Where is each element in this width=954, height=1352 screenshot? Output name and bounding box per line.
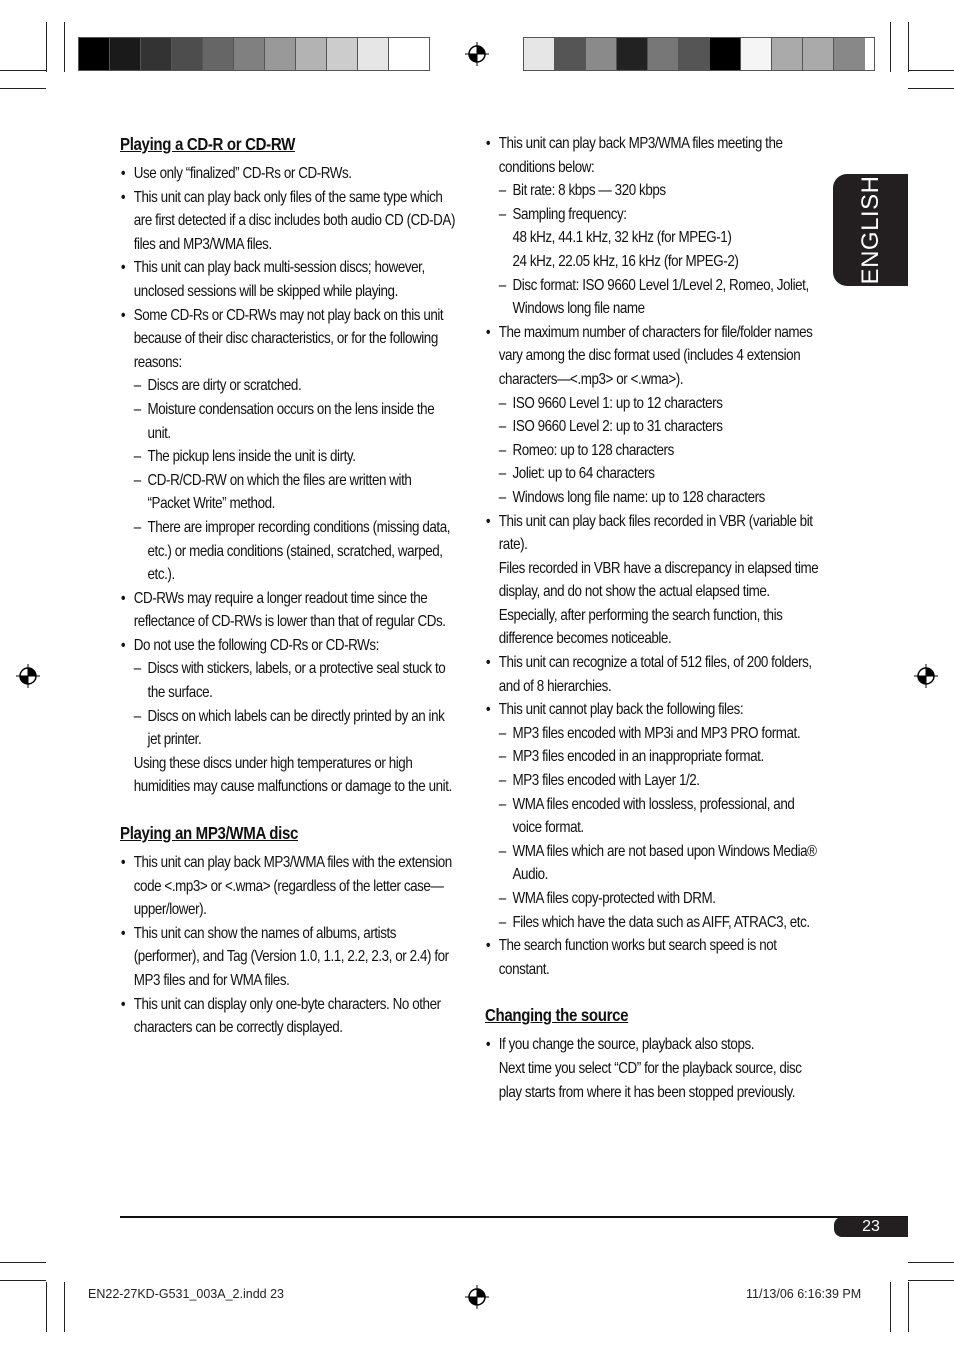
- swatch: [617, 38, 648, 70]
- sub-list-item: – Bit rate: 8 kbps — 320 kbps: [485, 179, 825, 203]
- sub-list-item: – Discs are dirty or scratched.: [120, 374, 455, 398]
- sub-list-item: – Disc format: ISO 9660 Level 1/Level 2, Romeo, Joliet, Windows long file name: [485, 274, 825, 321]
- sub-list-item: – Romeo: up to 128 characters: [485, 439, 825, 463]
- sub-list-item: – Discs on which labels can be directly printed by an ink jet printer.: [120, 705, 455, 752]
- swatch: [79, 38, 110, 70]
- crop-mark: [908, 1282, 909, 1332]
- crop-mark: [0, 70, 46, 71]
- list-item: • CD-RWs may require a longer readout time since the reflectance of CD-RWs is lower than that of regular CDs.: [120, 587, 455, 634]
- swatch: [172, 38, 203, 70]
- sub-list-item: – Joliet: up to 64 characters: [485, 462, 825, 486]
- list-note: Using these discs under high temperatures or high humidities may cause malfunctions or damage to the unit.: [133, 754, 452, 796]
- crop-mark: [908, 70, 954, 71]
- section-title-cd-r: Playing a CD-R or CD-RW: [120, 134, 295, 154]
- swatch: [389, 38, 420, 70]
- crop-mark: [46, 22, 47, 72]
- sub-list-line: 24 kHz, 22.05 kHz, 16 kHz (for MPEG-2): [512, 252, 739, 270]
- crop-mark: [908, 1262, 954, 1263]
- sub-list-item: – CD-R/CD-RW on which the files are written with “Packet Write” method.: [120, 469, 455, 516]
- swatch: [834, 38, 865, 70]
- swatch: [648, 38, 679, 70]
- spacer: [120, 799, 455, 821]
- list-item: • Do not use the following CD-Rs or CD-RWs:: [120, 634, 455, 658]
- sub-list-item: – Sampling frequency:: [485, 203, 825, 227]
- swatch: [586, 38, 617, 70]
- crop-mark: [64, 22, 65, 72]
- crop-mark: [908, 22, 909, 72]
- swatch: [710, 38, 741, 70]
- list-item: • This unit can recognize a total of 512 files, of 200 folders, and of 8 hierarchies.: [485, 651, 825, 698]
- list-item: • If you change the source, playback also stops.: [485, 1033, 825, 1057]
- swatch: [803, 38, 834, 70]
- crop-mark: [908, 1280, 954, 1281]
- crop-mark: [46, 1282, 47, 1332]
- swatch: [203, 38, 234, 70]
- crop-mark: [0, 88, 46, 89]
- list-item: • This unit cannot play back the following files:: [485, 698, 825, 722]
- crop-mark: [64, 1282, 65, 1332]
- swatch: [772, 38, 803, 70]
- list-item: • The maximum number of characters for file/folder names vary among the disc format used (includes 4 extension characters—<.mp3> or <.wma>).: [485, 321, 825, 392]
- slug-file-info: EN22-27KD-G531_003A_2.indd 23: [88, 1287, 284, 1301]
- list-item: • This unit can play back MP3/WMA files with the extension code <.mp3> or <.wma> (regardless of the letter case—upper/lower).: [120, 851, 455, 922]
- cd-r-list: [120, 162, 455, 799]
- registration-mark-icon: [16, 664, 40, 688]
- list-item: • This unit can display only one-byte characters. No other characters can be correctly displayed.: [120, 993, 455, 1040]
- swatch: [327, 38, 358, 70]
- sub-list-item: – Files which have the data such as AIFF, ATRAC3, etc.: [485, 911, 825, 935]
- language-tab-label: ENGLISH: [856, 175, 884, 285]
- sub-list-item: – There are improper recording conditions (missing data, etc.) or media conditions (stained, scratched, warped, etc.).: [120, 516, 455, 587]
- section-title-mp3-wma: Playing an MP3/WMA disc: [120, 823, 299, 844]
- swatch: [679, 38, 710, 70]
- section-title-changing-source: Changing the source: [485, 1005, 629, 1026]
- page-number: 23: [834, 1217, 908, 1237]
- language-tab: [833, 174, 908, 286]
- crop-mark: [908, 88, 954, 89]
- swatch: [358, 38, 389, 70]
- sub-list-item: – Moisture condensation occurs on the lens inside the unit.: [120, 398, 455, 445]
- left-column: [120, 132, 455, 1040]
- swatch: [265, 38, 296, 70]
- sub-list-item: – WMA files copy-protected with DRM.: [485, 887, 825, 911]
- list-item: • This unit can play back MP3/WMA files meeting the conditions below:: [485, 132, 825, 179]
- swatch: [296, 38, 327, 70]
- sub-list-item: – MP3 files encoded in an inappropriate format.: [485, 745, 825, 769]
- list-item: • Use only “finalized” CD-Rs or CD-RWs.: [120, 162, 455, 186]
- swatch: [524, 38, 555, 70]
- list-item: • This unit can play back files recorded in VBR (variable bit rate).: [485, 510, 825, 557]
- mp3-wma-conditions-list: [485, 132, 825, 981]
- swatch: [741, 38, 772, 70]
- registration-mark-icon: [465, 1285, 489, 1309]
- sub-list-item: – ISO 9660 Level 1: up to 12 characters: [485, 392, 825, 416]
- crop-mark: [890, 22, 891, 72]
- list-item: • This unit can show the names of albums, artists (performer), and Tag (Version 1.0, 1.1, 2.2, 2.3, or 2.4) for MP3 files and for WMA files.: [120, 922, 455, 993]
- sub-list-item: – Windows long file name: up to 128 characters: [485, 486, 825, 510]
- registration-mark-icon: [465, 42, 489, 66]
- swatch: [555, 38, 586, 70]
- footer-rule: [120, 1216, 908, 1218]
- list-item: • The search function works but search speed is not constant.: [485, 934, 825, 981]
- crop-mark: [0, 1280, 46, 1281]
- list-item: • This unit can play back multi-session discs; however, unclosed sessions will be skipped while playing.: [120, 256, 455, 303]
- registration-mark-icon: [914, 664, 938, 688]
- list-note: Files recorded in VBR have a discrepancy in elapsed time display, and do not show the actual elapsed time. Especially, after performing the search function, this difference becomes noticeable.: [498, 559, 819, 648]
- color-bar-left: [78, 37, 430, 71]
- crop-mark: [0, 1262, 46, 1263]
- swatch: [234, 38, 265, 70]
- sub-list-item: – MP3 files encoded with Layer 1/2.: [485, 769, 825, 793]
- sub-list-item: – The pickup lens inside the unit is dirty.: [120, 445, 455, 469]
- sub-list-item: – ISO 9660 Level 2: up to 31 characters: [485, 415, 825, 439]
- right-column: [485, 132, 825, 1104]
- swatch: [141, 38, 172, 70]
- sub-list-item: – MP3 files encoded with MP3i and MP3 PRO format.: [485, 722, 825, 746]
- crop-mark: [890, 1282, 891, 1332]
- mp3-wma-list: [120, 851, 455, 1040]
- list-item: • Some CD-Rs or CD-RWs may not play back on this unit because of their disc characteristics, or for the following reasons:: [120, 304, 455, 375]
- color-bar-right: [523, 37, 875, 71]
- slug-date-info: 11/13/06 6:16:39 PM: [746, 1287, 862, 1301]
- sub-list-item: – Discs with stickers, labels, or a protective seal stuck to the surface.: [120, 657, 455, 704]
- changing-source-list: [485, 1033, 825, 1104]
- list-note: Next time you select “CD” for the playback source, disc play starts from where it has been stopped previously.: [498, 1059, 802, 1101]
- sub-list-item: – WMA files encoded with lossless, professional, and voice format.: [485, 793, 825, 840]
- sub-list-line: 48 kHz, 44.1 kHz, 32 kHz (for MPEG-1): [512, 229, 732, 247]
- sub-list-item: – WMA files which are not based upon Windows Media® Audio.: [485, 840, 825, 887]
- list-item: • This unit can play back only files of the same type which are first detected if a disc includes both audio CD (CD-DA) files and MP3/WMA files.: [120, 186, 455, 257]
- swatch: [110, 38, 141, 70]
- spacer: [485, 981, 825, 1003]
